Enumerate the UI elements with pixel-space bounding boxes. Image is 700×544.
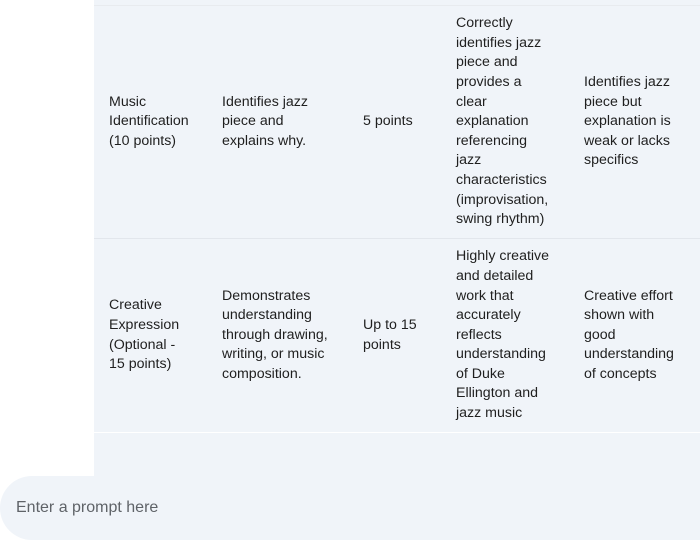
rubric-table <box>94 0 700 433</box>
prompt-bar[interactable] <box>0 476 700 540</box>
response-bubble-footer <box>94 433 700 478</box>
table-row <box>94 239 700 434</box>
table-cell-points: Up to 15 points <box>363 316 417 353</box>
table-cell-excellent: Highly creative and detailed work that accurately reflects understanding of Duke Ellington and jazz music <box>456 248 550 422</box>
table-cell-criteria: Demonstrates understanding through drawing, writing, or music composition. <box>222 287 328 382</box>
table-cell-category: Creative Expression (Optional - 15 points) <box>109 297 180 373</box>
table-cell-criteria: Identifies jazz piece and explains why. <box>222 93 308 149</box>
table-cell-points: 5 points <box>363 113 413 130</box>
table-cell-good: Identifies jazz piece but explanation is weak or lacks specifics <box>584 74 671 169</box>
table-cell-good: Creative effort shown with good understanding of concepts <box>584 287 674 382</box>
prompt-input[interactable] <box>16 476 676 540</box>
table-row <box>94 6 700 239</box>
table-cell-category: Music Identification (10 points) <box>109 93 189 149</box>
table-cell-excellent: Correctly identifies jazz piece and provides a clear explanation referencing jazz characteristics (improvisation, swing rhythm) <box>456 15 549 228</box>
